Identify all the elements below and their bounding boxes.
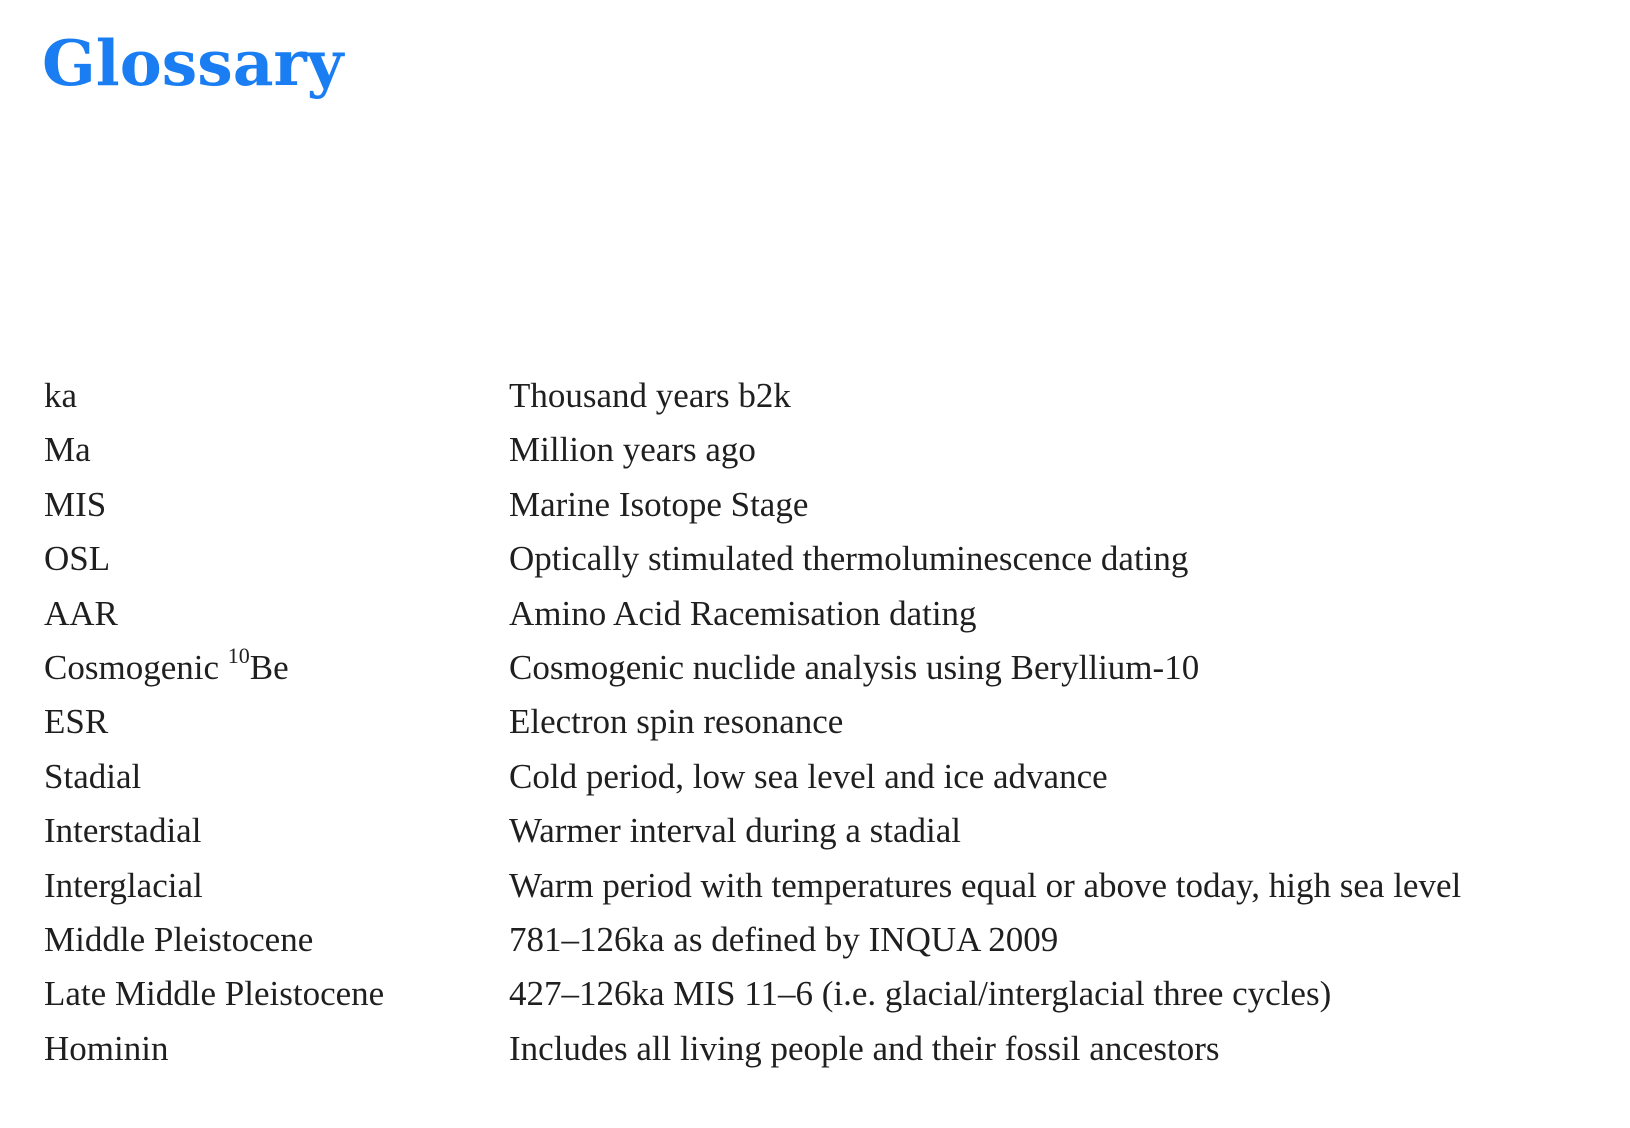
glossary-definition: Warm period with temperatures equal or above today, high sea level — [509, 865, 1462, 905]
glossary-row — [44, 859, 1624, 913]
term-text: Cosmogenic — [44, 647, 228, 687]
glossary-row — [44, 804, 1624, 858]
glossary-term: Ma — [44, 430, 91, 470]
glossary-list — [44, 369, 1624, 1076]
glossary-definition: Includes all living people and their fossil ancestors — [509, 1028, 1220, 1068]
glossary-row — [44, 967, 1624, 1021]
glossary-term: AAR — [44, 593, 118, 633]
glossary-definition: Optically stimulated thermoluminescence dating — [509, 539, 1189, 579]
glossary-term: MIS — [44, 484, 107, 524]
glossary-term-cosmogenic — [44, 641, 509, 695]
glossary-row — [44, 369, 1624, 423]
glossary-definition: Amino Acid Racemisation dating — [509, 593, 977, 633]
glossary-term: Interglacial — [44, 865, 203, 905]
glossary-definition: Electron spin resonance — [509, 702, 844, 742]
glossary-term: Stadial — [44, 756, 142, 796]
glossary-definition: Million years ago — [509, 430, 756, 470]
glossary-definition: Warmer interval during a stadial — [509, 811, 962, 851]
term-suffix: Be — [249, 647, 289, 687]
glossary-term: Interstadial — [44, 811, 202, 851]
glossary-term: ka — [44, 376, 78, 415]
glossary-row — [44, 423, 1624, 477]
glossary-definition: 781–126ka as defined by INQUA 2009 — [509, 919, 1059, 959]
glossary-row — [44, 532, 1624, 586]
glossary-definition: Thousand years b2k — [509, 376, 791, 415]
glossary-row — [44, 913, 1624, 967]
glossary-row — [44, 478, 1624, 532]
glossary-definition: Cosmogenic nuclide analysis using Beryllium-10 — [509, 647, 1200, 687]
glossary-term: OSL — [44, 539, 111, 579]
glossary-definition: 427–126ka MIS 11–6 (i.e. glacial/interglacial three cycles) — [509, 974, 1332, 1014]
glossary-row — [44, 641, 1624, 695]
glossary-row — [44, 695, 1624, 749]
glossary-term: Middle Pleistocene — [44, 919, 314, 959]
page-title: Glossary — [42, 26, 344, 100]
glossary-term: ESR — [44, 702, 109, 742]
glossary-row — [44, 587, 1624, 641]
term-superscript: 10 — [227, 642, 250, 668]
glossary-definition: Cold period, low sea level and ice advance — [509, 756, 1108, 796]
glossary-row — [44, 750, 1624, 804]
glossary-term: Hominin — [44, 1028, 169, 1068]
glossary-definition: Marine Isotope Stage — [509, 484, 809, 524]
glossary-term: Late Middle Pleistocene — [44, 974, 385, 1014]
glossary-row — [44, 1022, 1624, 1076]
